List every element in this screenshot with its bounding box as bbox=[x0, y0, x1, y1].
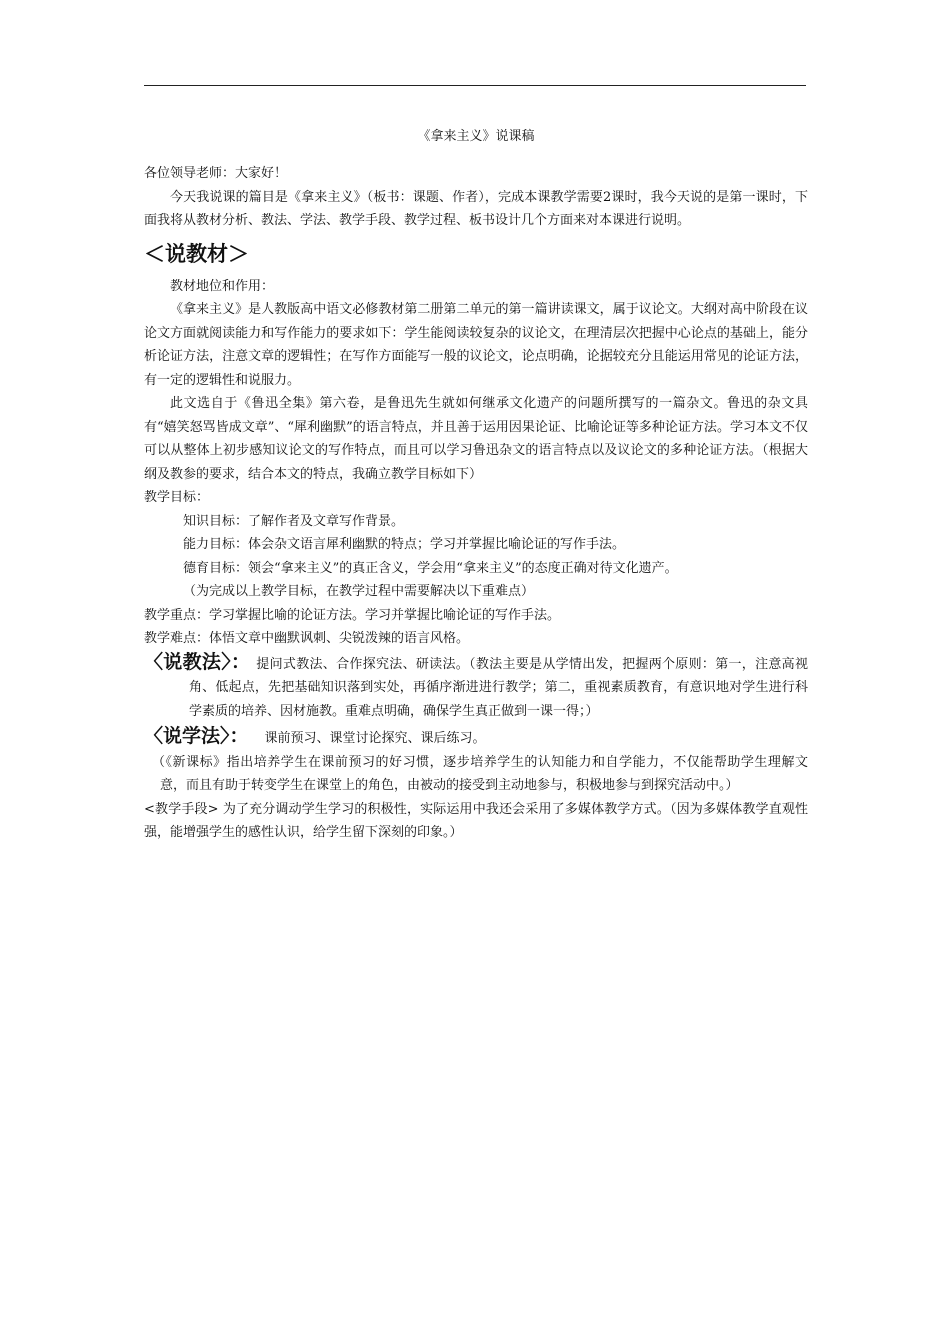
textbook-position-label: 教材地位和作用： bbox=[170, 278, 275, 294]
textbook-paragraph-2: 此文选自于《鲁迅全集》第六卷，是鲁迅先生就如何继承文化遗产的问题所撰写的一篇杂文。鲁迅的杂文具有“嬉笑怒骂皆成文章”、“犀利幽默”的语言特点，并且善于运用因果论证、比喻论证等多种论证方法。学习本文不仅可以从整体上初步感知议论文的写作特点，而且可以学习鲁迅杂文的语言特点以及议论文的多种论证方法。（根据大纲及教参的要求，结合本文的特点，我确立教学目标如下） bbox=[144, 396, 808, 482]
goal-knowledge: 知识目标：了解作者及文章写作背景。 bbox=[183, 513, 405, 529]
method-section bbox=[144, 651, 808, 724]
section-heading-textbook: ＜说教材＞ bbox=[144, 241, 249, 266]
header-rule bbox=[144, 85, 806, 86]
goal-ability: 能力目标：体会杂文语言犀利幽默的特点；学习并掌握比喻论证的写作手法。 bbox=[183, 537, 626, 552]
document-title: 《拿来主义》说课稿 bbox=[417, 129, 535, 144]
learning-section bbox=[144, 725, 808, 751]
textbook-paragraph-1: 《拿来主义》是人教版高中语文必修教材第二册第二单元的第一篇讲读课文，属于议论文。大纲对高中阶段在议论文方面就阅读能力和写作能力的要求如下：学生能阅读较复杂的议论文，在理清层次把握中心论点的基础上，能分析论证方法，注意文章的逻辑性；在写作方面能写一般的议论文，论点明确，论据较充分且能运用常见的论证方法，有一定的逻辑性和说服力。 bbox=[144, 302, 808, 388]
learning-note: （《新课标》指出培养学生在课前预习的好习惯，逐步培养学生的认知能力和自学能力，不仅能帮助学生理解文意，而且有助于转变学生在课堂上的角色，由被动的接受到主动地参与，积极地参与到探究活动中。） bbox=[152, 754, 808, 793]
difficulty-point: 教学难点：体悟文章中幽默讽刺、尖锐泼辣的语言风格。 bbox=[144, 631, 470, 646]
section-heading-method: 〈说教法〉： bbox=[144, 650, 251, 673]
intro-paragraph: 今天我说课的篇目是《拿来主义》（板书：课题、作者），完成本课教学需要2课时，我今天说的是第一课时，下面我将从教材分析、教法、学法、教学手段、教学过程、板书设计几个方面来对本课进行说明。 bbox=[144, 189, 808, 228]
goals-note: （为完成以上教学目标，在教学过程中需要解决以下重难点） bbox=[183, 584, 535, 599]
goals-label: 教学目标： bbox=[144, 490, 210, 505]
goal-moral: 德育目标：领会“拿来主义”的真正含义，学会用“拿来主义”的态度正确对待文化遗产。 bbox=[183, 560, 678, 576]
teaching-means: <教学手段> 为了充分调动学生学习的积极性，实际运用中我还会采用了多媒体教学方式。（因为多媒体教学直观性强，能增强学生的感性认识，给学生留下深刻的印象。） bbox=[144, 801, 808, 840]
method-text: 提问式教法、合作探究法、研读法。（教法主要是从学情出发，把握两个原则：第一，注意高视角、低起点，先把基础知识落到实处，再循序渐进进行教学；第二，重视素质教育，有意识地对学生进行科学素质的培养、因材施教。重难点明确，确保学生真正做到一课一得；） bbox=[189, 656, 808, 719]
key-point: 教学重点：学习掌握比喻的论证方法。学习并掌握比喻论证的写作手法。 bbox=[144, 607, 561, 623]
section-heading-learning: 〈说学法〉： bbox=[144, 725, 249, 747]
learning-text: 课前预习、课堂讨论探究、课后练习。 bbox=[264, 731, 486, 746]
greeting: 各位领导老师：大家好！ bbox=[144, 166, 288, 181]
document-body bbox=[144, 126, 808, 845]
